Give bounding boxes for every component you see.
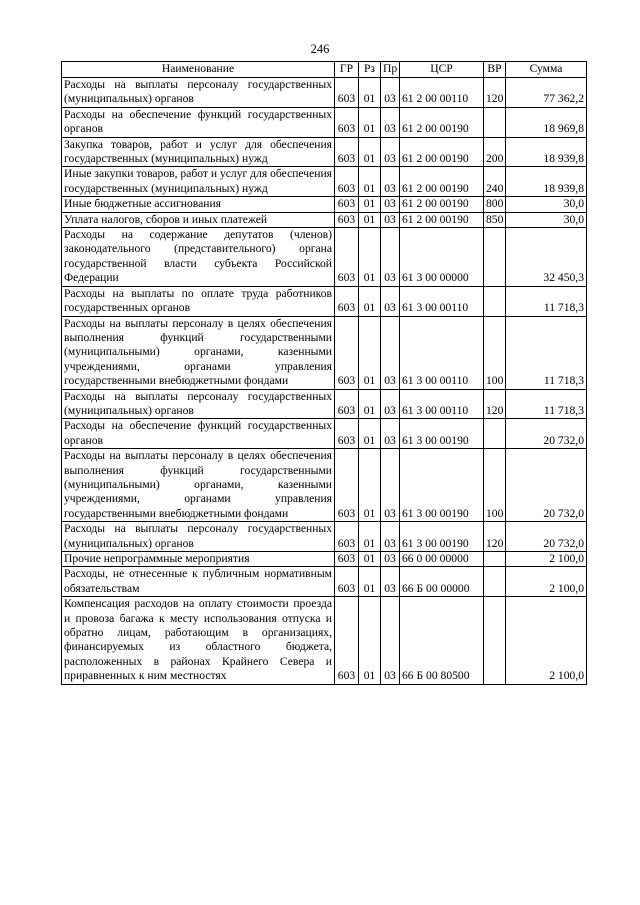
cell-gr: 603: [335, 212, 359, 227]
cell-sum: 18 969,8: [506, 107, 587, 137]
cell-rz: 01: [359, 419, 381, 449]
page-number: 246: [310, 42, 330, 56]
cell-gr: 603: [335, 522, 359, 552]
cell-csr: 66 Б 00 80500: [400, 597, 484, 684]
cell-sum: 2 100,0: [506, 567, 587, 597]
table-row: [62, 228, 587, 287]
cell-vr: [484, 419, 506, 449]
cell-csr: 61 2 00 00190: [400, 167, 484, 197]
cell-sum: 11 718,3: [506, 389, 587, 419]
table-row: [62, 389, 587, 419]
cell-sum: 20 732,0: [506, 449, 587, 522]
cell-pr: 03: [381, 78, 400, 108]
cell-sum: 32 450,3: [506, 228, 587, 287]
header-pr: Пр: [381, 62, 400, 78]
cell-pr: 03: [381, 552, 400, 567]
cell-rz: 01: [359, 137, 381, 167]
table-row: [62, 567, 587, 597]
cell-vr: 100: [484, 316, 506, 389]
cell-name: Расходы на выплаты персоналу в целях обеспечения выполнения функций государственными (муниципальными) органами, казенными учреждениями, органами управления государственными внебюджетными фондами: [62, 316, 335, 389]
cell-pr: 03: [381, 419, 400, 449]
cell-rz: 01: [359, 567, 381, 597]
cell-rz: 01: [359, 449, 381, 522]
cell-vr: [484, 552, 506, 567]
cell-csr: 61 3 00 00190: [400, 449, 484, 522]
cell-sum: 30,0: [506, 197, 587, 212]
cell-sum: 20 732,0: [506, 419, 587, 449]
cell-pr: 03: [381, 522, 400, 552]
cell-pr: 03: [381, 167, 400, 197]
cell-vr: 120: [484, 389, 506, 419]
cell-name: Прочие непрограммные мероприятия: [62, 552, 335, 567]
header-gr: ГР: [335, 62, 359, 78]
table-row: [62, 78, 587, 108]
header-row: [62, 62, 587, 78]
cell-csr: 61 3 00 00110: [400, 389, 484, 419]
table-row: [62, 286, 587, 316]
table-row: [62, 522, 587, 552]
cell-gr: 603: [335, 552, 359, 567]
cell-gr: 603: [335, 316, 359, 389]
cell-sum: 2 100,0: [506, 597, 587, 684]
cell-vr: 850: [484, 212, 506, 227]
table-row: [62, 167, 587, 197]
cell-rz: 01: [359, 107, 381, 137]
cell-csr: 61 2 00 00190: [400, 107, 484, 137]
cell-sum: 20 732,0: [506, 522, 587, 552]
header-sum: Сумма: [506, 62, 587, 78]
cell-name: Расходы, не отнесенные к публичным нормативным обязательствам: [62, 567, 335, 597]
cell-sum: 11 718,3: [506, 316, 587, 389]
cell-name: Расходы на содержание депутатов (членов) законодательного (представительного) органа государственной власти субъекта Российской Федерации: [62, 228, 335, 287]
cell-pr: 03: [381, 286, 400, 316]
cell-rz: 01: [359, 228, 381, 287]
header-rz: Рз: [359, 62, 381, 78]
header-vr: ВР: [484, 62, 506, 78]
cell-pr: 03: [381, 197, 400, 212]
cell-sum: 2 100,0: [506, 552, 587, 567]
cell-vr: [484, 107, 506, 137]
budget-table: [61, 61, 587, 685]
cell-csr: 61 3 00 00110: [400, 286, 484, 316]
cell-sum: 18 939,8: [506, 167, 587, 197]
cell-csr: 61 2 00 00110: [400, 78, 484, 108]
cell-gr: 603: [335, 286, 359, 316]
table-row: [62, 107, 587, 137]
cell-name: Расходы на обеспечение функций государственных органов: [62, 107, 335, 137]
cell-csr: 61 3 00 00190: [400, 419, 484, 449]
cell-name: Расходы на обеспечение функций государственных органов: [62, 419, 335, 449]
cell-sum: 30,0: [506, 212, 587, 227]
cell-pr: 03: [381, 137, 400, 167]
cell-pr: 03: [381, 449, 400, 522]
table-row: [62, 597, 587, 684]
cell-name: Расходы на выплаты персоналу государственных (муниципальных) органов: [62, 389, 335, 419]
cell-vr: 120: [484, 522, 506, 552]
cell-csr: 61 3 00 00000: [400, 228, 484, 287]
cell-vr: [484, 286, 506, 316]
cell-gr: 603: [335, 449, 359, 522]
cell-gr: 603: [335, 419, 359, 449]
table-row: [62, 449, 587, 522]
cell-gr: 603: [335, 228, 359, 287]
table-row: [62, 316, 587, 389]
cell-rz: 01: [359, 167, 381, 197]
table-row: [62, 197, 587, 212]
cell-pr: 03: [381, 212, 400, 227]
cell-pr: 03: [381, 316, 400, 389]
cell-gr: 603: [335, 167, 359, 197]
cell-pr: 03: [381, 107, 400, 137]
cell-name: Расходы на выплаты персоналу в целях обеспечения выполнения функций государственными (муниципальными) органами, казенными учреждениями, органами управления государственными внебюджетными фондами: [62, 449, 335, 522]
cell-gr: 603: [335, 107, 359, 137]
cell-name: Иные закупки товаров, работ и услуг для обеспечения государственных (муниципальных) нужд: [62, 167, 335, 197]
cell-csr: 61 3 00 00190: [400, 522, 484, 552]
cell-gr: 603: [335, 389, 359, 419]
header-name: Наименование: [62, 62, 335, 78]
cell-rz: 01: [359, 286, 381, 316]
cell-name: Закупка товаров, работ и услуг для обеспечения государственных (муниципальных) нужд: [62, 137, 335, 167]
cell-gr: 603: [335, 567, 359, 597]
cell-rz: 01: [359, 316, 381, 389]
cell-rz: 01: [359, 212, 381, 227]
cell-csr: 66 Б 00 00000: [400, 567, 484, 597]
cell-vr: [484, 228, 506, 287]
table-row: [62, 137, 587, 167]
cell-name: Иные бюджетные ассигнования: [62, 197, 335, 212]
cell-vr: 240: [484, 167, 506, 197]
cell-name: Расходы на выплаты персоналу государственных (муниципальных) органов: [62, 78, 335, 108]
cell-vr: 120: [484, 78, 506, 108]
cell-sum: 77 362,2: [506, 78, 587, 108]
cell-pr: 03: [381, 567, 400, 597]
cell-vr: [484, 597, 506, 684]
cell-rz: 01: [359, 552, 381, 567]
cell-sum: 11 718,3: [506, 286, 587, 316]
cell-vr: 200: [484, 137, 506, 167]
cell-gr: 603: [335, 597, 359, 684]
header-csr: ЦСР: [400, 62, 484, 78]
cell-csr: 66 0 00 00000: [400, 552, 484, 567]
cell-gr: 603: [335, 137, 359, 167]
cell-name: Компенсация расходов на оплату стоимости проезда и провоза багажа к месту использования отпуска и обратно лицам, работающим в организациях, финансируемых из областного бюджета, расположенных в районах Крайнего Севера и приравненных к ним местностях: [62, 597, 335, 684]
cell-csr: 61 3 00 00110: [400, 316, 484, 389]
cell-pr: 03: [381, 228, 400, 287]
table-header: [62, 62, 587, 78]
cell-vr: 100: [484, 449, 506, 522]
cell-name: Расходы на выплаты по оплате труда работников государственных органов: [62, 286, 335, 316]
cell-csr: 61 2 00 00190: [400, 197, 484, 212]
cell-rz: 01: [359, 197, 381, 212]
cell-gr: 603: [335, 78, 359, 108]
cell-name: Уплата налогов, сборов и иных платежей: [62, 212, 335, 227]
cell-vr: [484, 567, 506, 597]
cell-csr: 61 2 00 00190: [400, 137, 484, 167]
cell-pr: 03: [381, 389, 400, 419]
cell-gr: 603: [335, 197, 359, 212]
cell-csr: 61 2 00 00190: [400, 212, 484, 227]
cell-vr: 800: [484, 197, 506, 212]
table-row: [62, 212, 587, 227]
table-body: [62, 78, 587, 685]
cell-rz: 01: [359, 597, 381, 684]
cell-name: Расходы на выплаты персоналу государственных (муниципальных) органов: [62, 522, 335, 552]
cell-sum: 18 939,8: [506, 137, 587, 167]
table-row: [62, 419, 587, 449]
table-row: [62, 552, 587, 567]
cell-pr: 03: [381, 597, 400, 684]
cell-rz: 01: [359, 522, 381, 552]
cell-rz: 01: [359, 389, 381, 419]
cell-rz: 01: [359, 78, 381, 108]
